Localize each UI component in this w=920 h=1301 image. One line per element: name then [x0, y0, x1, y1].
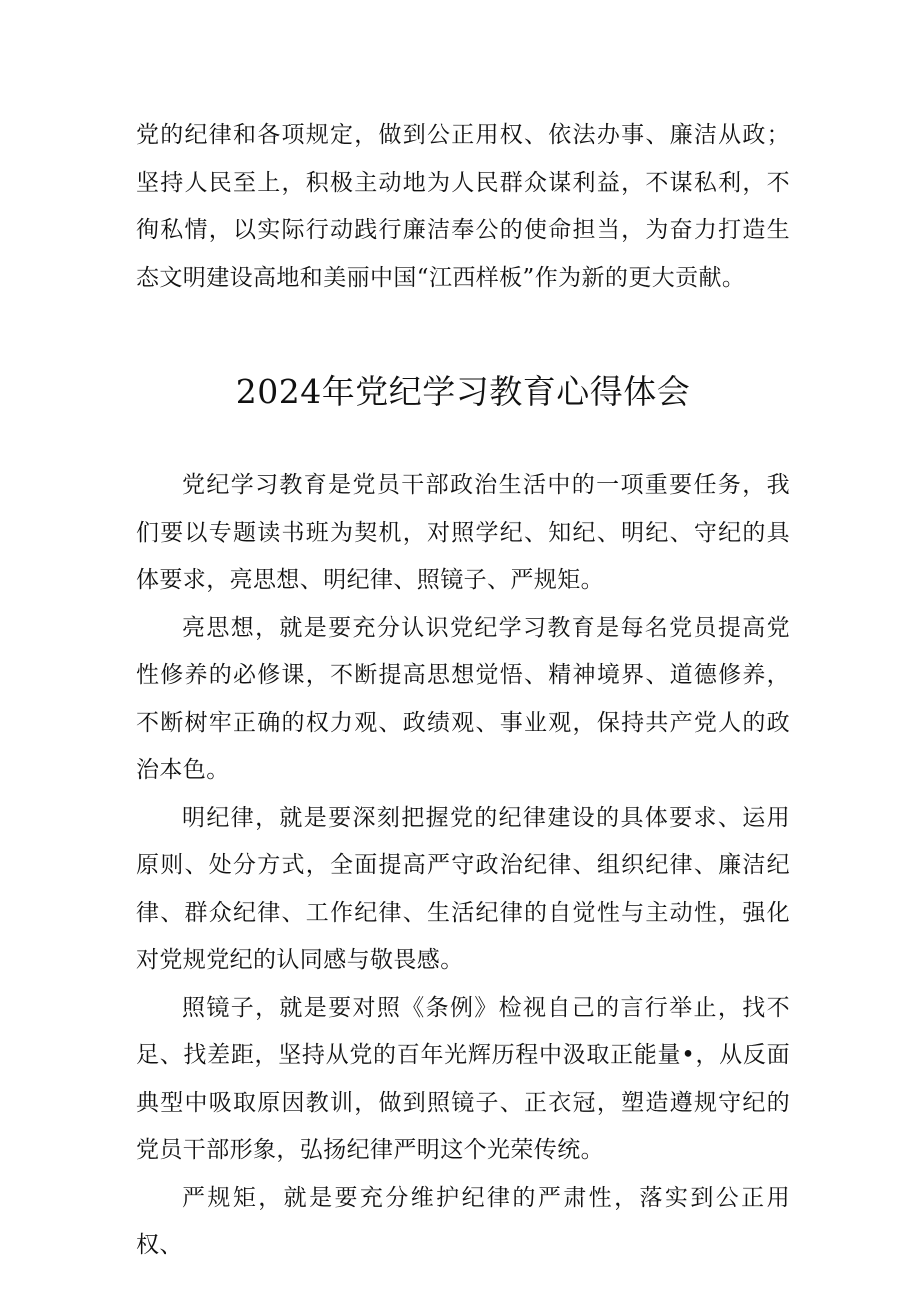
paragraph-rules: 严规矩，就是要充分维护纪律的严肃性，落实到公正用权、 [136, 1184, 790, 1258]
paragraph-thought: 亮思想，就是要充分认识党纪学习教育是每名党员提高党性修养的必修课，不断提高思想觉悟、精神境界、道德修养，不断树牢正确的权力观、政绩观、事业观，保持共产党人的政治本色。 [136, 614, 790, 783]
paragraph-discipline: 明纪律，就是要深刻把握党的纪律建设的具体要求、运用原则、处分方式，全面提高严守政治纪律、组织纪律、廉洁纪律、群众纪律、工作纪律、生活纪律的自觉性与主动性，强化对党规党纪的认同感与敬畏感。 [136, 804, 790, 973]
paragraph-overview: 党纪学习教育是党员干部政治生活中的一项重要任务，我们要以专题读书班为契机，对照学纪、知纪、明纪、守纪的具体要求，亮思想、明纪律、照镜子、严规矩。 [136, 472, 790, 593]
paragraph-mirror: 照镜子，就是要对照《条例》检视自己的言行举止，找不足、找差距，坚持从党的百年光辉历程中汲取正能量•，从反面典型中吸取原因教训，做到照镜子、正衣冠，塑造遵规守纪的党员干部形象，弘扬纪律严明这个光荣传统。 [136, 994, 790, 1163]
intro-paragraph: 党的纪律和各项规定，做到公正用权、依法办事、廉洁从政；坚持人民至上，积极主动地为人民群众谋利益，不谋私利，不徇私情，以实际行动践行廉洁奉公的使命担当，为奋力打造生态文明建设高地和美丽中国“江西样板”作为新的更大贡献。 [136, 122, 790, 291]
document-title: 2024年党纪学习教育心得体会 [235, 372, 691, 411]
